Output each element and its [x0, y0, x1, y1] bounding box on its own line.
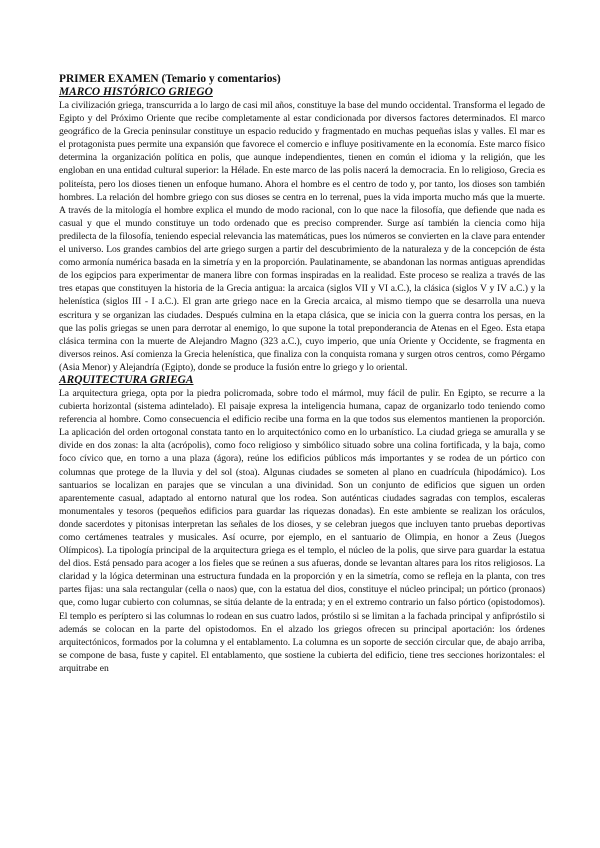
document-title: PRIMER EXAMEN (Temario y comentarios): [59, 73, 281, 85]
section-heading-marco-historico: MARCO HISTÓRICO GRIEGO: [59, 86, 213, 98]
section-heading-arquitectura: ARQUITECTURA GRIEGA: [59, 373, 194, 386]
document-page: [59, 73, 545, 675]
paragraph-arquitectura: La arquitectura griega, opta por la piedra policromada, sobre todo el mármol, muy fácil de pulir. En Egipto, se recurre a la cubierta horizontal (sistema adintelado). El paisaje expresa la inteligencia humana, capaz de organizarlo todo teniendo como referencia al hombre. Como consecuencia el edificio recibe una forma en la que todos sus elementos mantienen la proporción. La aplicación del orden ortogonal constata tanto en lo arquitectónico como en lo urbanístico. La ciudad griega se amuralla y se divide en dos zonas: la alta (acrópolis), como foco religioso y simbólico situado sobre una colina fortificada, y la baja, como foco cívico que, en torno a una plaza (ágora), reúne los edificios públicos más importantes y se rodea de un pórtico con columnas que protege de la lluvia y del sol (stoa). Algunas ciudades se someten al plano en cuadrícula (hipodámico). Los santuarios se localizan en parajes que se vinculan a una divinidad. Son un conjunto de edificios que siguen un orden aparentemente casual, adaptado al entorno natural que los rodea. Son auténticas ciudades sagradas con templos, escaleras monumentales y tesoros (pequeños edificios para guardar las riquezas donadas). En este ambiente se realizan los oráculos, donde sacerdotes y pitonisas interpretan las señales de los dioses, y se celebran juegos que incluyen tanto pruebas deportivas como certámenes teatrales y musicales. Así ocurre, por ejemplo, en el santuario de Olimpia, en honor a Zeus (Juegos Olímpicos). La tipología principal de la arquitectura griega es el templo, el núcleo de la polis, que sirve para guardar la estatua del dios. Está pensado para acoger a los fieles que se reúnen a sus afueras, donde se levantan altares para los ritos religiosos. La claridad y la lógica determinan una estructura fundada en la proporción y en la simetría, como se refleja en la planta, con tres partes fijas: una sala rectangular (cella o naos) que, con la estatua del dios, constituye el núcleo principal; un pórtico (pronaos) que, como lugar cubierto con columnas, se sitúa delante de la entrada; y en el extremo contrario un falso pórtico (opistodomos). El templo es períptero si las columnas lo rodean en sus cuatro lados, próstilo si se limitan a la fachada principal y anfipróstilo si además se colocan en la parte del opistodomos. En el alzado los griegos ofrecen su principal aportación: los órdenes arquitectónicos, formados por la columna y el entablamento. La columna es un soporte de sección circular que, de abajo arriba, se compone de basa, fuste y capitel. El entablamento, que sostiene la cubierta del edificio, tiene tres secciones horizontales: el arquitrabe en: [59, 387, 545, 674]
paragraph-marco-historico: La civilización griega, transcurrida a lo largo de casi mil años, constituye la base del mundo occidental. Transforma el legado de Egipto y del Próximo Oriente que recibe completamente al estar condicionada por diversos factores determinados. El marco geográfico de la Grecia peninsular constituye un espacio reducido y fragmentado en muchas pequeñas islas y valles. El mar es el protagonista pues permite una expansión que favorece el comercio e influye positivamente en la economía. Este marco físico determina la organización política en polis, que aunque independientes, tienen en común el idioma y la religión, que les engloban en una entidad cultural superior: la Hélade. En este marco de las polis nacerá la democracia. En lo religioso, Grecia es politeísta, pero los dioses tienen un enfoque humano. Ahora el hombre es el centro de todo y, por tanto, los dioses son también hombres. La relación del hombre griego con sus dioses se centra en lo terrenal, pues la vida importa mucho más que la muerte. A través de la mitología el hombre explica el mundo de modo racional, con lo que nace la filosofía, que defiende que nada es casual y que el mundo constituye un todo ordenado que es preciso comprender. Surge así también la ciencia como hija predilecta de la filosofía, teniendo especial relevancia las matemáticas, pues los números se convierten en la clave para entender el universo. Los grandes cambios del arte griego surgen a partir del descubrimiento de la naturaleza y de la concepción de ésta como armonía numérica basada en la simetría y en la proporción. Paulatinamente, se abandonan las normas antiguas aprendidas de los egipcios para experimentar de manera libre con formas inspiradas en la realidad. Este proceso se realiza a través de las tres etapas que constituyen la historia de la Grecia antigua: la arcaica (siglos VII y VI a.C.), la clásica (siglos V y IV a.C.) y la helenística (siglos III - I a.C.). El gran arte griego nace en la Grecia arcaica, al mismo tiempo que se desarrolla una nueva escritura y se organizan las ciudades. Después culmina en la etapa clásica, que se inicia con la guerra contra los persas, en la que las polis griegas se unen para derrotar al enemigo, lo que supone la total preponderancia de Atenas en el Egeo. Esta etapa clásica termina con la muerte de Alejandro Magno (323 a.C.), cuyo imperio, que unía Oriente y Occidente, se fragmenta en diversos reinos. Así comienza la Grecia helenística, que finaliza con la conquista romana y surgen otros centros, como Pérgamo (Asia Menor) y Alejandría (Egipto), donde se produce la fusión entre lo griego y lo oriental.: [59, 100, 545, 373]
